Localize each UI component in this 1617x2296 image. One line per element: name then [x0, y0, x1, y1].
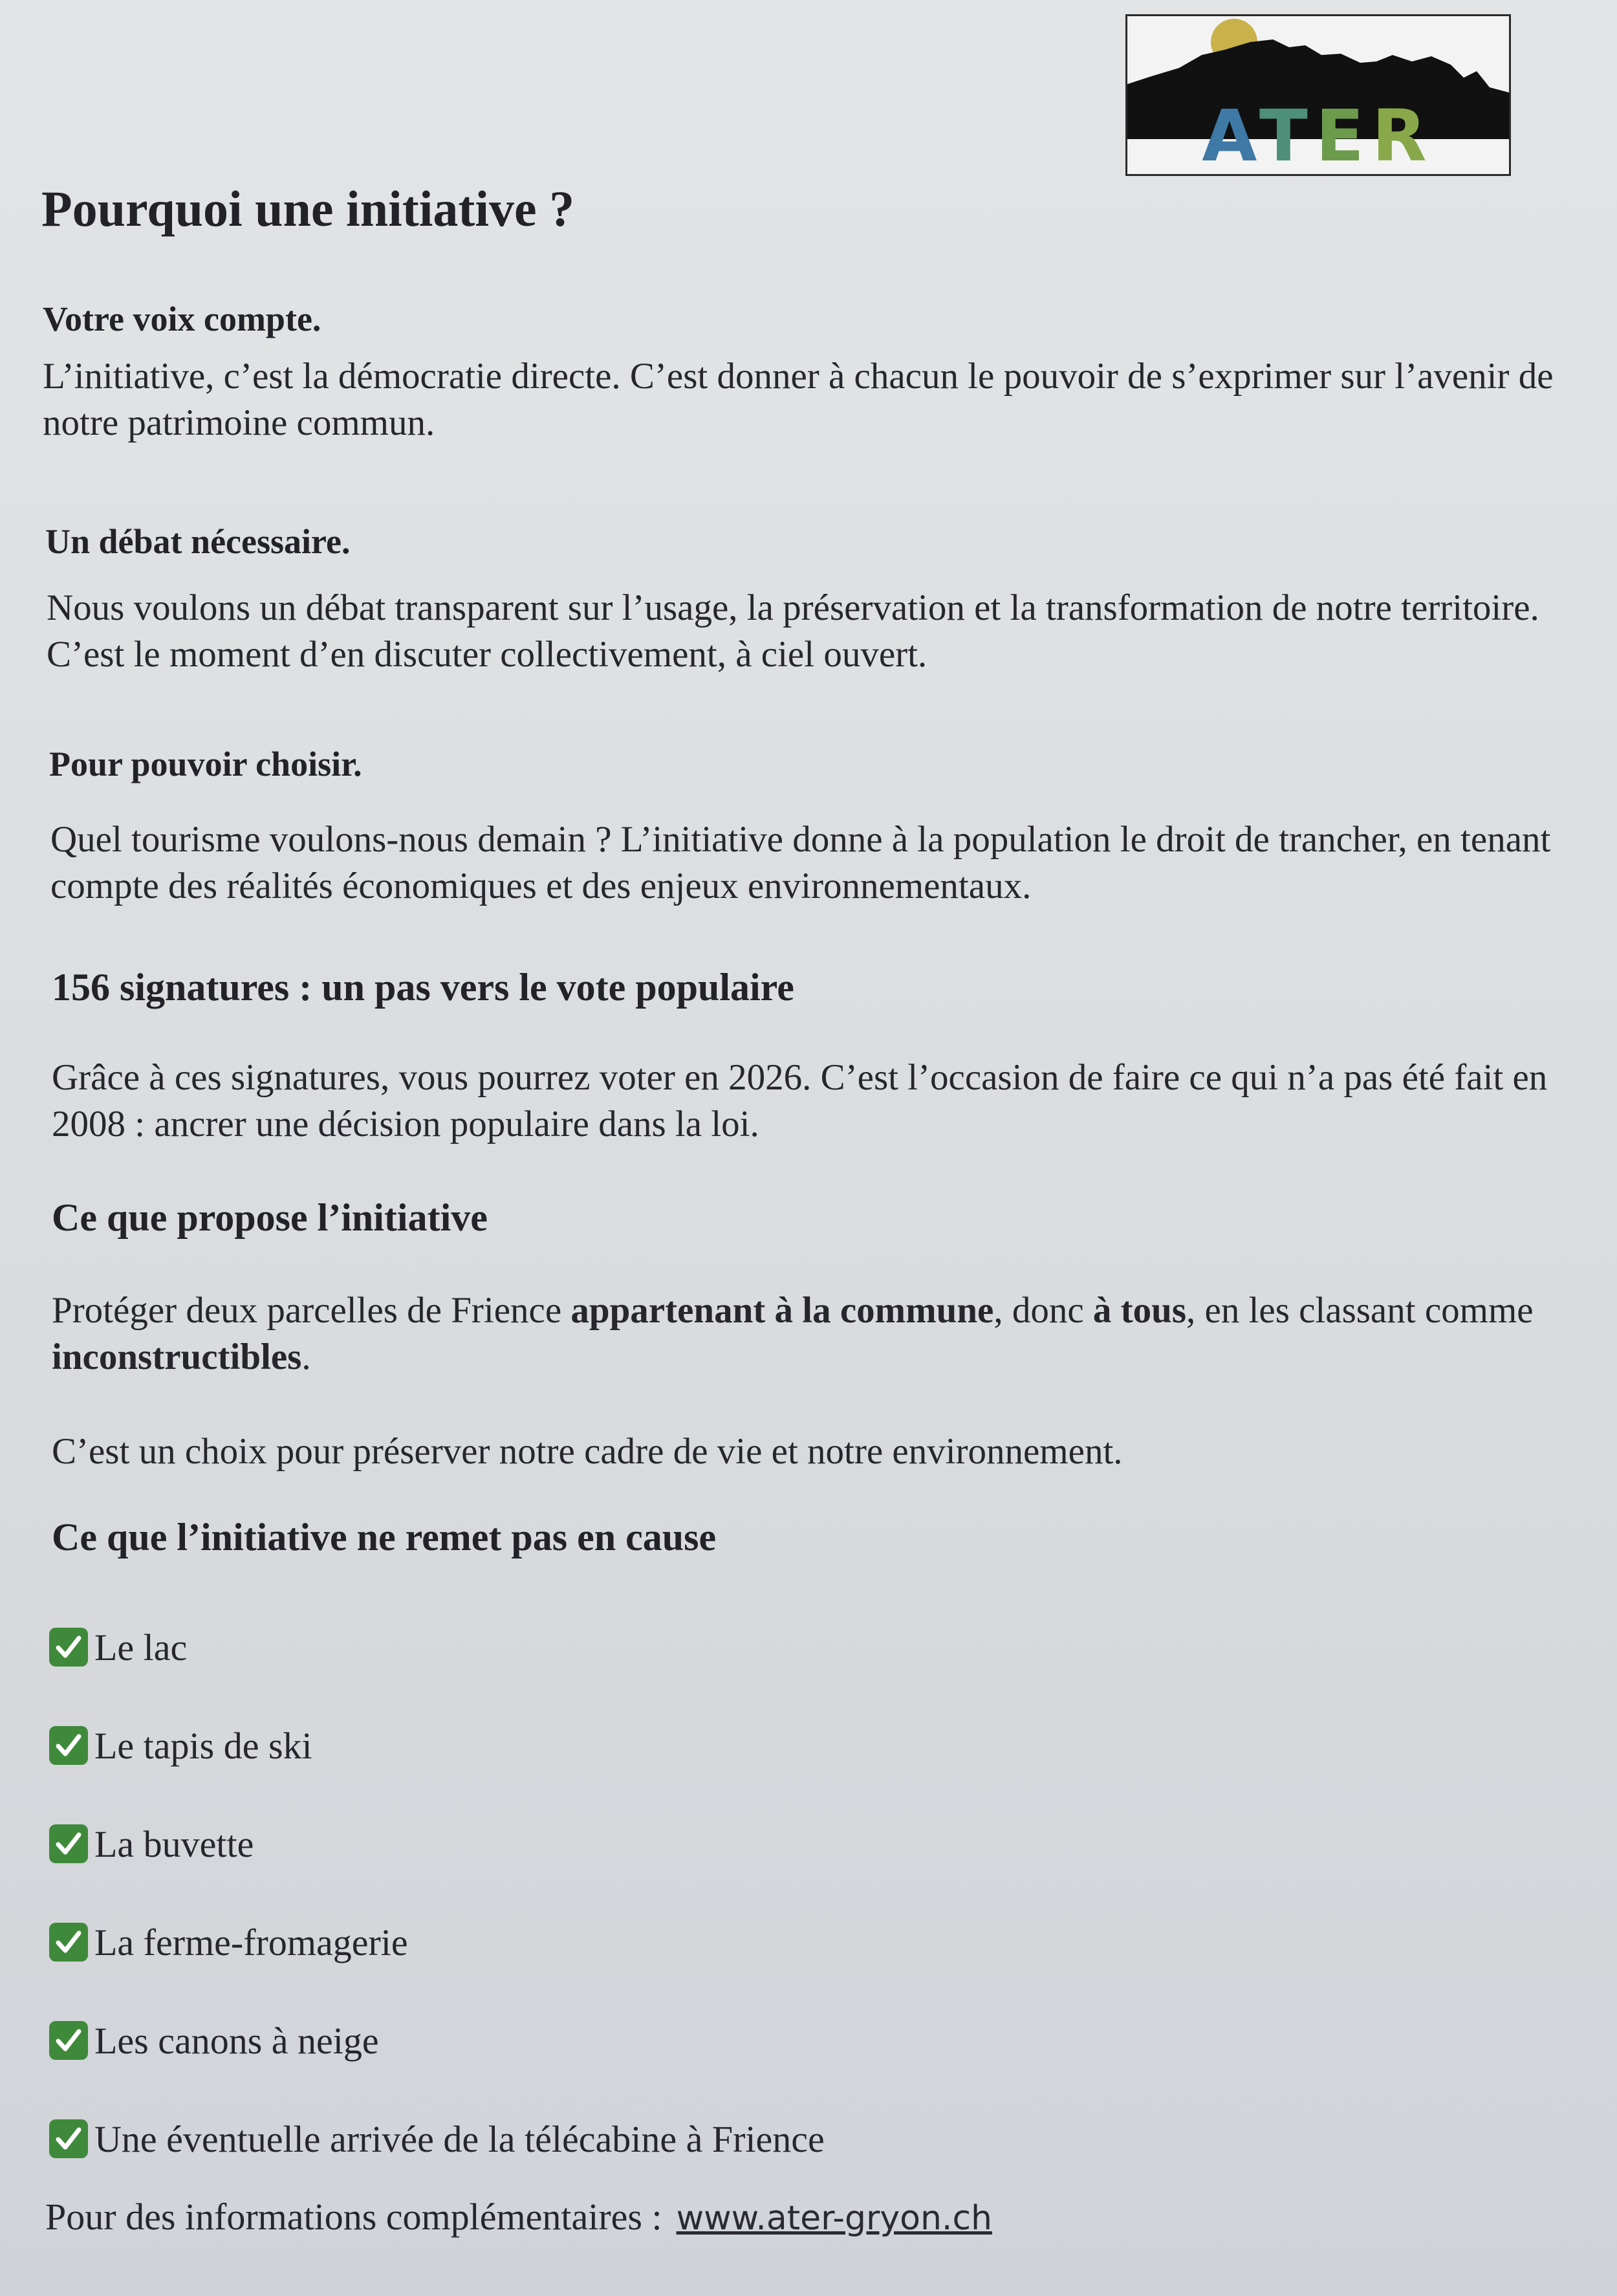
- proposal-paragraph: [52, 1287, 1604, 1381]
- list-item: [49, 1696, 825, 1795]
- footer: [45, 2195, 992, 2238]
- logo-letter-a: A: [1202, 94, 1259, 176]
- section-choisir: [49, 744, 1601, 784]
- list-item-label: La ferme-fromagerie: [94, 1921, 408, 1963]
- list-item-label: Une éventuelle arrivée de la télécabine à Frience: [94, 2117, 825, 2160]
- website-link[interactable]: www.ater-gryon.ch: [676, 2199, 992, 2238]
- section-proposal: [52, 1196, 1604, 1240]
- logo-letter-e: E: [1315, 94, 1373, 176]
- section-debat-text: [47, 585, 1586, 678]
- proposal-text-e: , en les classant comme: [1186, 1290, 1534, 1331]
- logo-letter-t: T: [1259, 94, 1316, 176]
- section-signatures-text: [52, 1055, 1611, 1148]
- footer-text: Pour des informations complémentaires :: [45, 2196, 662, 2238]
- section-heading: Ce que l’initiative ne remet pas en cause: [52, 1516, 717, 1558]
- list-item-label: Les canons à neige: [94, 2019, 379, 2062]
- section-paragraph: Grâce à ces signatures, vous pourrez voter en 2026. C’est l’occasion de faire ce qui n’a pas été fait en 2008 : ancrer une décision populaire dans la loi.: [52, 1057, 1548, 1144]
- section-debat: [45, 521, 1598, 562]
- check-mark-icon: [49, 1726, 88, 1765]
- proposal-text-f: inconstructibles: [52, 1337, 302, 1377]
- section-paragraph: Quel tourisme voulons-nous demain ? L’initiative donne à la population le droit de trancher, en tenant compte des réalités économiques et des enjeux environnementaux.: [50, 819, 1551, 906]
- ater-logo: [1125, 14, 1511, 176]
- section-proposal-text-2: [52, 1428, 1604, 1475]
- proposal-paragraph-2: C’est un choix pour préserver notre cadre de vie et notre environnement.: [52, 1431, 1123, 1472]
- list-item: [49, 1598, 825, 1696]
- list-item-label: La buvette: [94, 1822, 254, 1865]
- list-item: [49, 1893, 825, 1991]
- section-heading: Ce que propose l’initiative: [52, 1196, 488, 1239]
- proposal-text-d: à tous: [1092, 1290, 1187, 1331]
- section-paragraph: L’initiative, c’est la démocratie directe. C’est donner à chacun le pouvoir de s’exprimer sur l’avenir de notre patrimoine commun.: [43, 356, 1554, 443]
- section-votre-voix: [43, 299, 1595, 339]
- proposal-text-g: .: [301, 1337, 311, 1377]
- list-item-label: Le tapis de ski: [94, 1724, 312, 1767]
- check-mark-icon: [49, 1824, 88, 1863]
- logo-wordmark: [1127, 94, 1509, 176]
- section-votre-voix-text: [43, 353, 1582, 446]
- list-item: [49, 2090, 825, 2188]
- section-choisir-text: [50, 816, 1603, 910]
- logo-letter-r: R: [1372, 94, 1435, 176]
- list-item: [49, 1795, 825, 1893]
- section-heading: Un débat nécessaire.: [45, 522, 351, 561]
- section-heading: Pour pouvoir choisir.: [49, 745, 362, 783]
- section-heading: Votre voix compte.: [43, 300, 321, 338]
- list-item: [49, 1991, 825, 2090]
- check-mark-icon: [49, 2021, 88, 2060]
- proposal-text-a: Protéger deux parcelles de Frience: [52, 1290, 571, 1331]
- section-proposal-text: [52, 1287, 1604, 1381]
- proposal-text-c: , donc: [993, 1290, 1093, 1331]
- proposal-text-b: appartenant à la commune: [570, 1290, 994, 1331]
- section-heading: 156 signatures : un pas vers le vote populaire: [52, 966, 794, 1009]
- check-mark-icon: [49, 2119, 88, 2158]
- section-paragraph: Nous voulons un débat transparent sur l’usage, la préservation et la transformation de notre territoire. C’est le moment d’en discuter collectivement, à ciel ouvert.: [47, 587, 1539, 675]
- check-mark-icon: [49, 1923, 88, 1962]
- section-not-affected: [52, 1515, 1604, 1560]
- page-title: Pourquoi une initiative ?: [41, 180, 575, 237]
- list-item-label: Le lac: [94, 1626, 188, 1668]
- section-signatures: [52, 965, 1604, 1010]
- check-mark-icon: [49, 1628, 88, 1667]
- not-affected-list: [49, 1598, 825, 2188]
